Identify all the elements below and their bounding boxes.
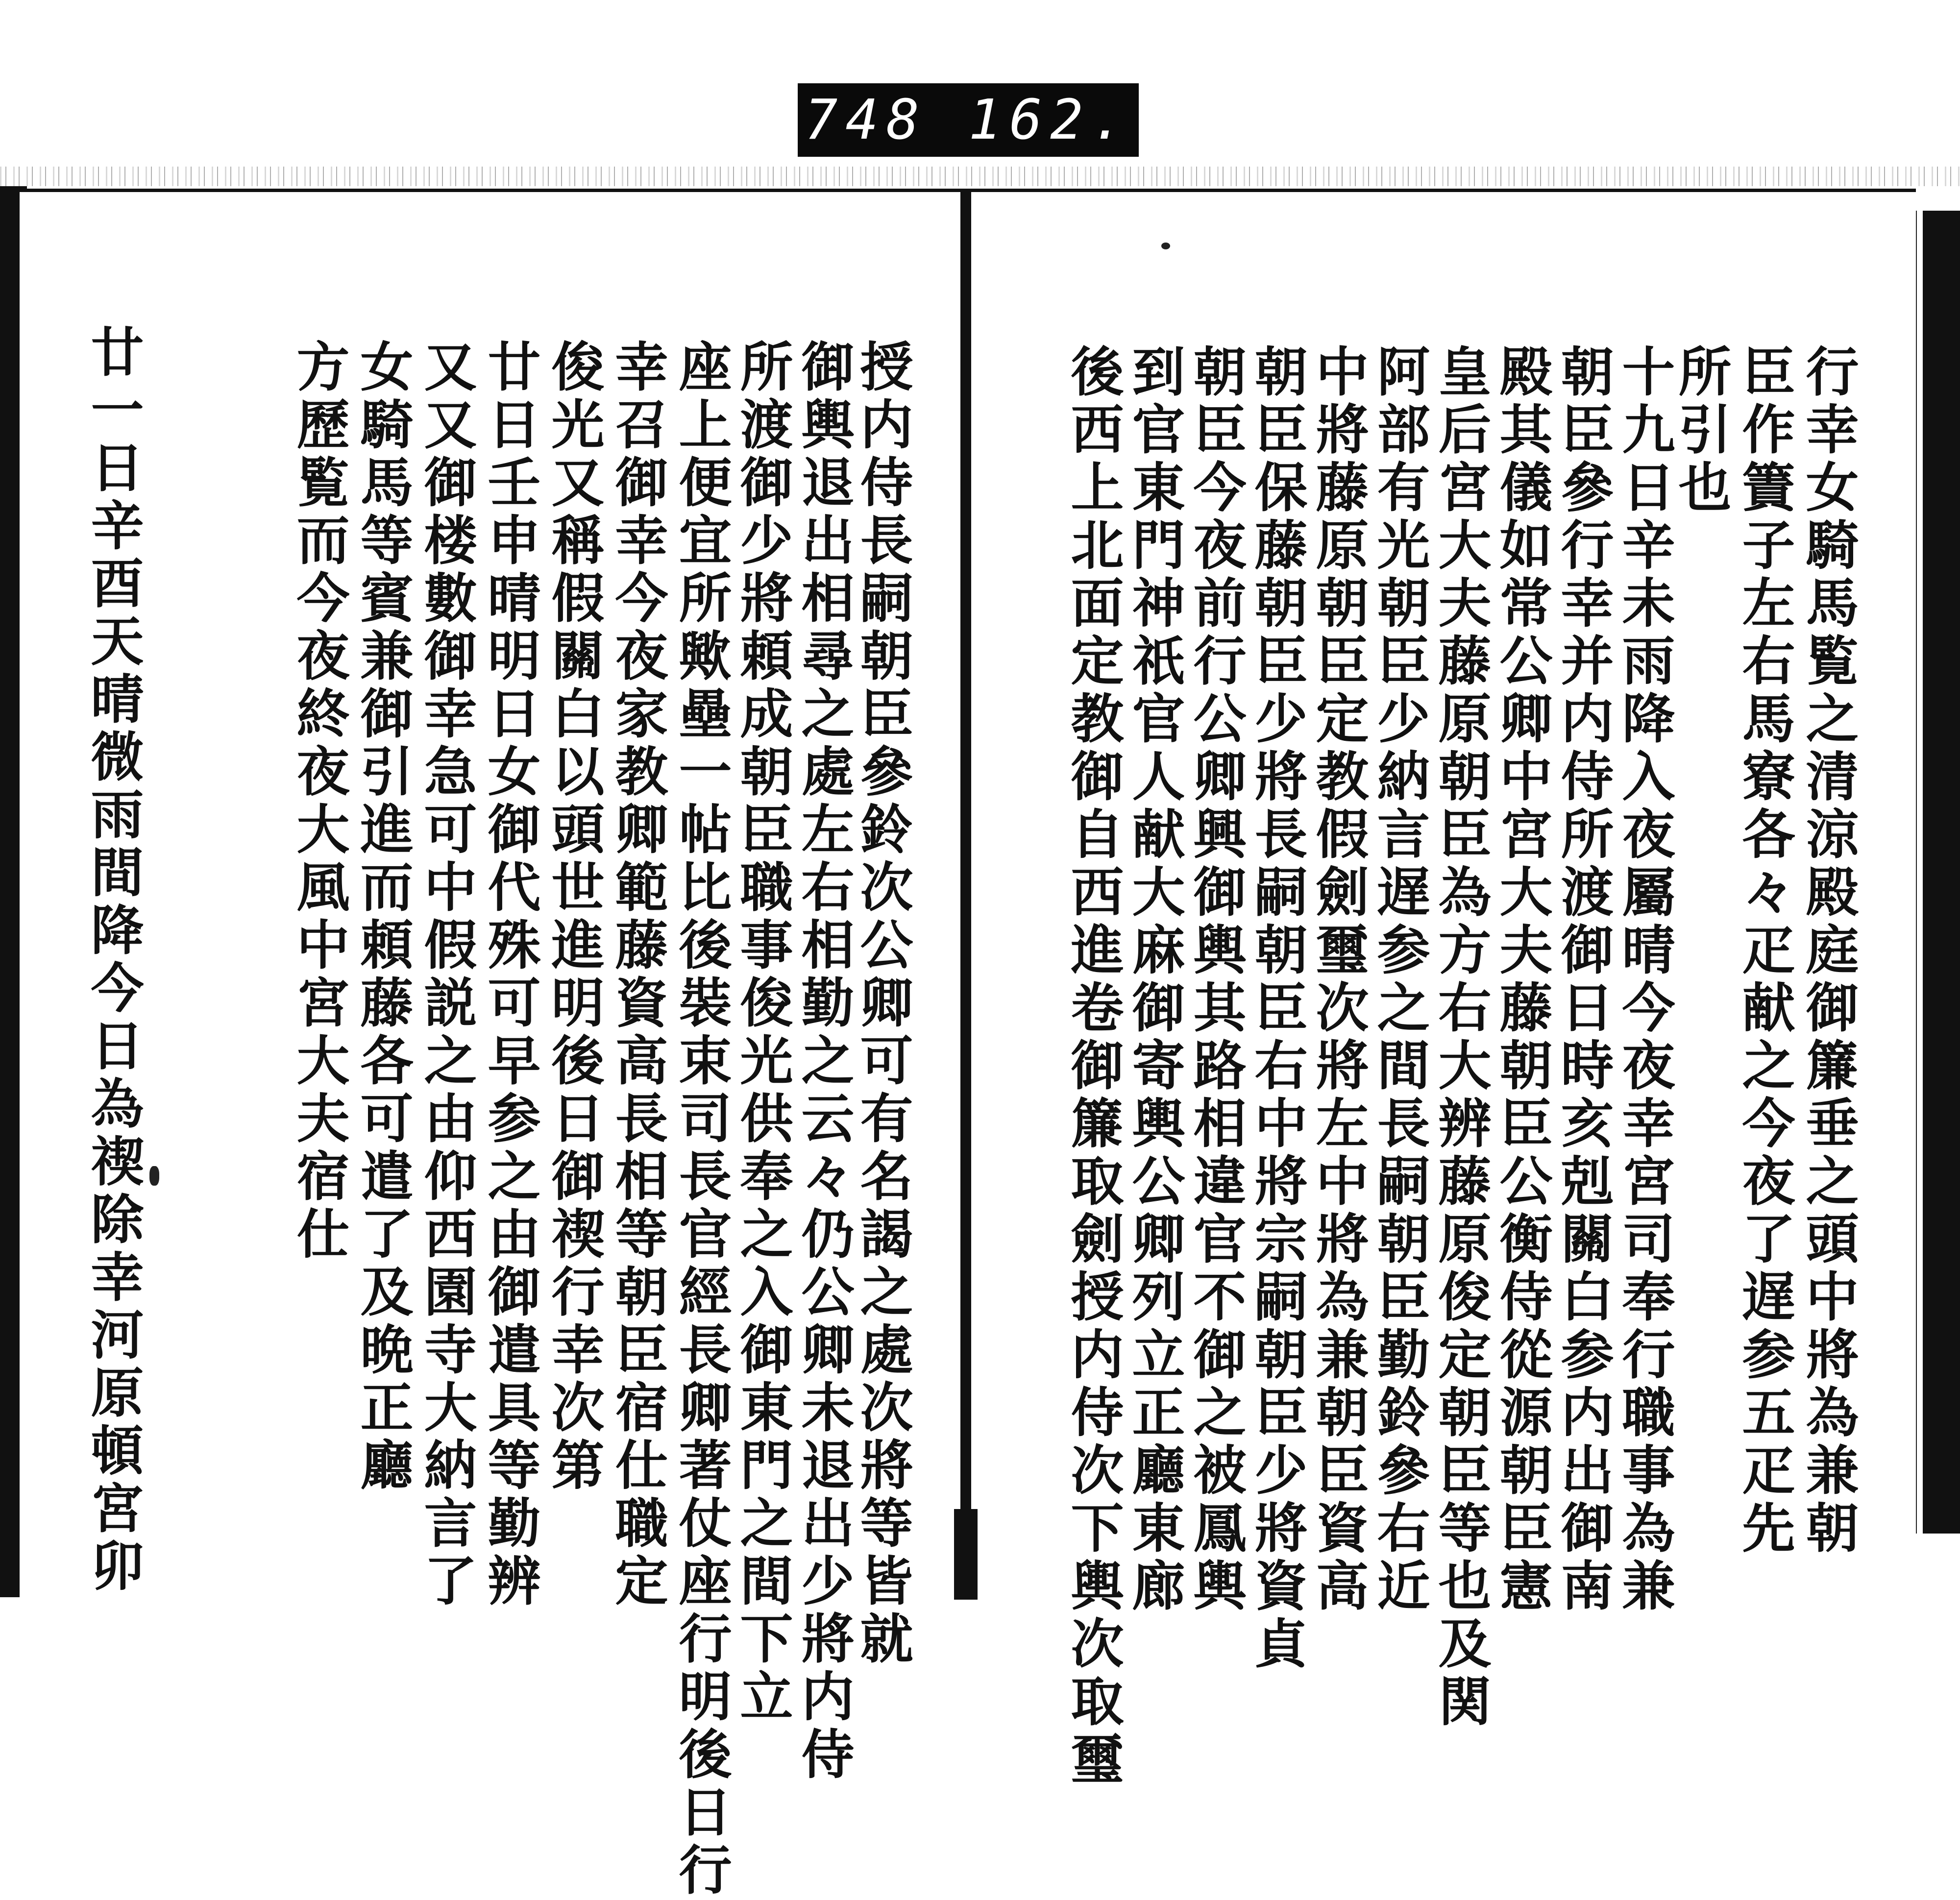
text-column: 臣作簀子左右馬寮各々疋献之今夜了遅参五疋先 xyxy=(1733,344,1795,1558)
text-column: 行幸女騎馬覧之清涼殿庭御簾垂之頭中將為兼朝 xyxy=(1797,344,1859,1558)
text-column: 御輿退出相尋之處左右相勤之云々仍公卿未退出少將内侍 xyxy=(792,339,854,1784)
text-column: 皇后宮大夫藤原朝臣為方右大辨藤原俊定朝臣等也及関 xyxy=(1429,344,1491,1731)
text-column: 座上便宜所歟壘一帖比後裝束司長官經長卿著仗座行明後日行 xyxy=(670,339,732,1900)
frame-number-right: 162. xyxy=(968,88,1132,152)
right-page xyxy=(960,189,1916,1789)
text-column: 阿部有光朝臣少納言遅参之間長嗣朝臣勤鈴參右近 xyxy=(1368,344,1430,1616)
text-column: 幸召御幸今夜家教卿範藤資高長相等朝臣宿仕職定 xyxy=(606,339,668,1611)
text-column: 所引也 xyxy=(1669,344,1731,517)
text-column: 後西上北面定教御自西進卷御簾取劍授内侍次下輿次取璽 xyxy=(1062,344,1124,1789)
text-column: 中將藤原朝臣定教假劍璽次將左中將為兼朝臣資高 xyxy=(1307,344,1369,1616)
text-column: 十九日辛未雨降入夜屬晴今夜幸宮司奉行職事為兼 xyxy=(1613,344,1675,1616)
text-column: 朝臣保藤朝臣少將長嗣朝臣右中將宗嗣朝臣少將資貞 xyxy=(1246,344,1307,1674)
text-column: 到官東門神祇官人献大麻御寄輿公卿列立正廳東廊 xyxy=(1123,344,1185,1616)
ink-spot xyxy=(1161,243,1170,249)
text-column: 又又御楼數御幸急可中假説之由仰西園寺大納言了 xyxy=(415,339,477,1611)
left-page xyxy=(20,189,973,1900)
text-column: 授内侍長嗣朝臣參鈴次公卿可有名謁之處次將等皆就 xyxy=(851,339,913,1669)
text-column: 廿日壬申晴明日女御代殊可早参之由御遣具等勤辨 xyxy=(479,339,540,1611)
text-column: 俊光又稱假關白以頭世進明後日御禊行幸次第 xyxy=(542,339,604,1495)
text-column: 殿其儀如常公卿中宮大夫藤朝臣公衡侍從源朝臣憲 xyxy=(1491,344,1552,1616)
frame-number-tag xyxy=(798,83,1139,157)
frame-number-left: 748 xyxy=(805,88,928,152)
text-column: 廿一日辛酉天晴微雨間降今日為禊除幸河原頓宮卯 xyxy=(82,324,144,1596)
text-column: 朝臣今夜前行公卿興御輿其路相違官不御之被鳳輿 xyxy=(1184,344,1246,1616)
text-column: 女騎馬等賓兼御引進而頼藤各可遣了及晩正廳 xyxy=(351,339,413,1495)
ink-spot xyxy=(149,1166,159,1186)
book-gutter xyxy=(960,189,971,1600)
gutter-binding-mark xyxy=(954,1509,978,1600)
text-column: 方歷覧而今夜終夜大風中宮大夫宿仕 xyxy=(288,339,349,1264)
text-column: 所渡御少將頼成朝臣職事俊光供奉之入御東門之間下立 xyxy=(731,339,793,1727)
text-column: 朝臣參行幸并内侍所渡御日時亥剋關白参内出御南 xyxy=(1552,344,1614,1616)
scan-speckle-band xyxy=(0,167,1960,186)
